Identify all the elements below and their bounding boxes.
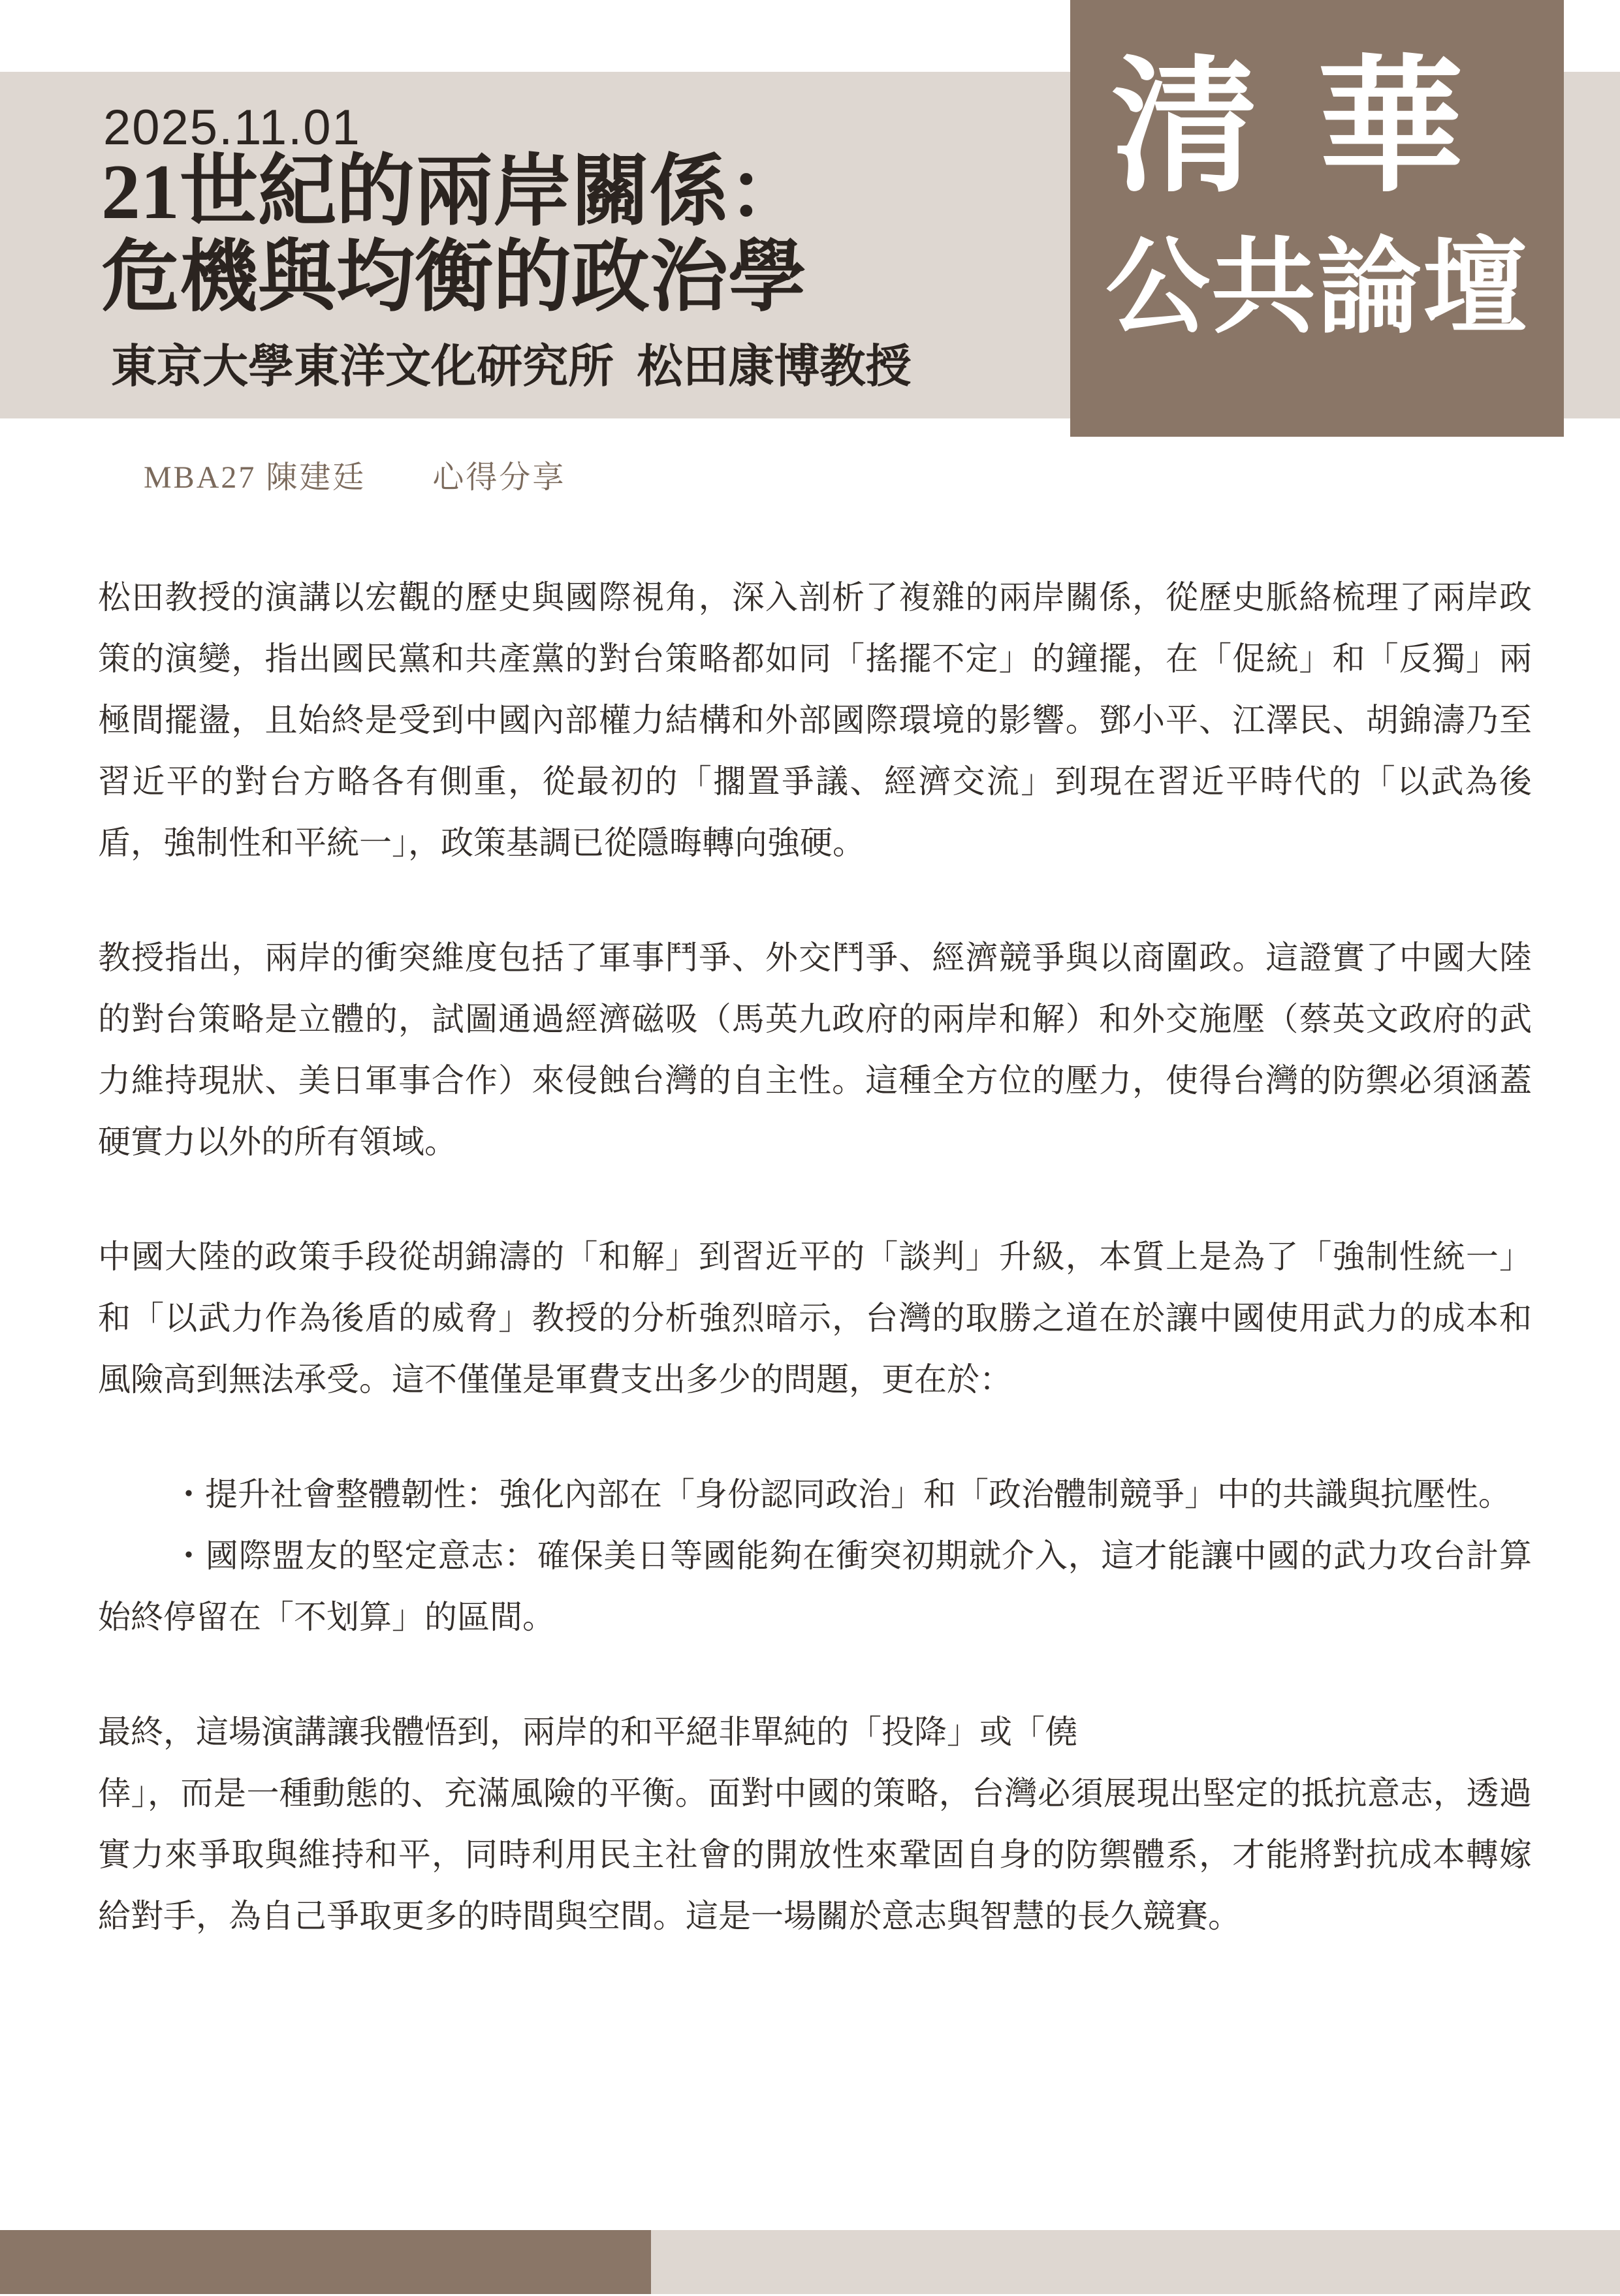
closing-paragraph-rest: 倖」，而是一種動態的、充滿風險的平衡。面對中國的策略，台灣必須展現出堅定的抵抗意志，透過實力來爭取與維持和平，同時利用民主社會的開放性來鞏固自身的防禦體系，才能將對抗成本轉嫁給對手，為自己爭取更多的時間與空間。這是一場關於意志與智慧的長久競賽。 [98, 1775, 1532, 1934]
forum-logo-line-2: 公共論壇 [1105, 230, 1529, 346]
author-byline: MBA27 陳建廷 心得分享 [144, 460, 566, 495]
paragraph-2: 教授指出，兩岸的衝突維度包括了軍事鬥爭、外交鬥爭、經濟競爭與以商圍政。這證實了中國大陸的對台策略是立體的，試圖通過經濟磁吸（馬英九政府的兩岸和解）和外交施壓（蔡英文政府的武力維持現狀、美日軍事合作）來侵蝕台灣的自主性。這種全方位的壓力，使得台灣的防禦必須涵蓋硬實力以外的所有領域。 [98, 939, 1532, 1160]
bullet-list [98, 1464, 1532, 1648]
footer-brown-segment [0, 2230, 651, 2294]
bullet-item-1: ・提升社會整體韌性：強化內部在「身份認同政治」和「政治體制競爭」中的共識與抗壓性。 [172, 1476, 1511, 1513]
paragraph-1: 松田教授的演講以宏觀的歷史與國際視角，深入剖析了複雜的兩岸關係，從歷史脈絡梳理了兩岸政策的演變，指出國民黨和共產黨的對台策略都如同「搖擺不定」的鐘擺，在「促統」和「反獨」兩極間擺盪，且始終是受到中國內部權力結構和外部國際環境的影響。鄧小平、江澤民、胡錦濤乃至習近平的對台方略各有側重，從最初的「擱置爭議、經濟交流」到現在習近平時代的「以武為後盾，強制性和平統一」，政策基調已從隱晦轉向強硬。 [98, 579, 1532, 861]
page-title-line-1: 21世紀的兩岸關係： [101, 148, 806, 235]
footer-bar [0, 2230, 1620, 2294]
page-title [101, 149, 806, 320]
essay-body [98, 567, 1532, 1947]
page-title-line-2: 危機與均衡的政治學 [101, 234, 806, 321]
forum-logo-box [1070, 0, 1564, 437]
paragraph-3: 中國大陸的政策手段從胡錦濤的「和解」到習近平的「談判」升級，本質上是為了「強制性統一」和「以武力作為後盾的威脅」教授的分析強烈暗示，台灣的取勝之道在於讓中國使用武力的成本和風險高到無法承受。這不僅僅是軍費支出多少的問題，更在於： [98, 1238, 1532, 1398]
speaker-subtitle: 東京大學東洋文化研究所 松田康博教授 [111, 342, 912, 392]
date: 2025.11.01 [103, 100, 361, 155]
footer-beige-segment [651, 2230, 1620, 2294]
closing-paragraph-line-1: 最終，這場演講讓我體悟到，兩岸的和平絕非單純的「投降」或「僥 [98, 1714, 1077, 1750]
bullet-item-2: ・國際盟友的堅定意志：確保美日等國能夠在衝突初期就介入，這才能讓中國的武力攻台計算始終停留在「不划算」的區間。 [98, 1537, 1532, 1635]
forum-logo-line-1: 清華 [1111, 46, 1523, 210]
